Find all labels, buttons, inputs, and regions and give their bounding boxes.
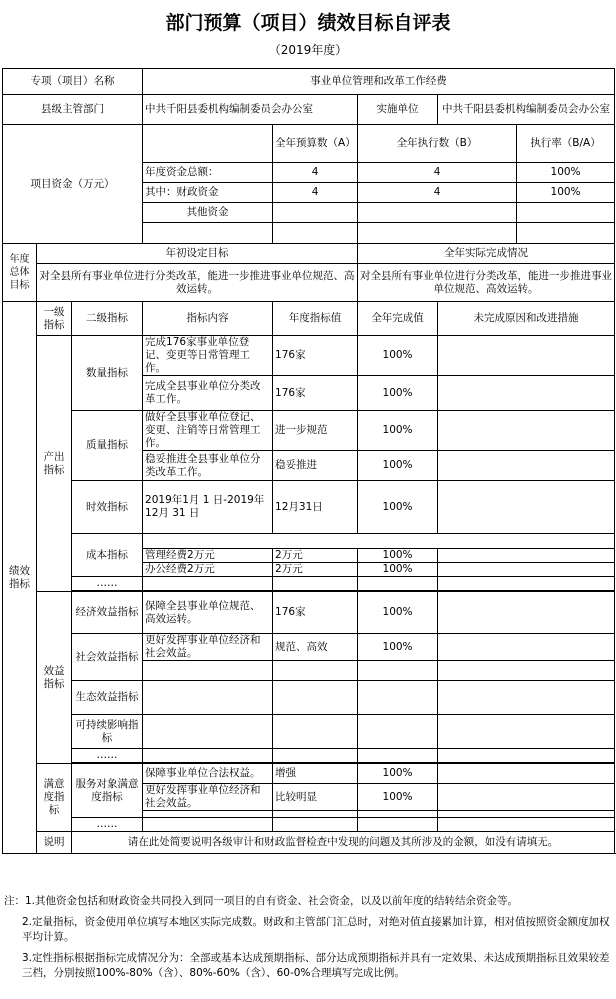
- satisfy-ellipsis: ……: [72, 818, 143, 832]
- quality-label: 质量指标: [72, 411, 143, 481]
- funds-other-exec: [358, 203, 517, 223]
- quality-content-2: 稳妥推进全县事业单位分类改革工作。: [143, 451, 273, 481]
- goals-actual-text: 对全县所有事业单位进行分类改革，能进一步推进事业单位规范、高效运转。: [358, 264, 615, 302]
- output-ellipsis-target: [273, 577, 358, 591]
- col-lvl2: 二级指标: [72, 302, 143, 336]
- output-ellipsis-reason: [438, 577, 615, 591]
- output-label: 产出指标: [37, 336, 72, 592]
- service-content-2: 更好发挥事业单位经济和社会效益。: [143, 784, 273, 811]
- cost-blank: [143, 534, 615, 549]
- quality-done-1: 100%: [358, 411, 438, 451]
- social-blank-d: [438, 661, 615, 681]
- sustain-reason: [438, 715, 615, 749]
- quality-done-2: 100%: [358, 451, 438, 481]
- econ-target: 176家: [273, 592, 358, 634]
- cost-label: 成本指标: [72, 534, 143, 577]
- effect-ellipsis-done: [358, 749, 438, 763]
- col-target: 年度指标值: [273, 302, 358, 336]
- service-done-2: 100%: [358, 784, 438, 811]
- footnote-2: 2.定量指标，资金使用单位填写本地区实际完成数。财政和主管部门汇总时，对绝对值直接累加计算，相对值按照资金额度加权平均计算。: [22, 916, 610, 943]
- cost-reason-1: [438, 549, 615, 563]
- service-blank-b: [273, 811, 358, 818]
- self-evaluation-table: [2, 68, 615, 854]
- time-done: 100%: [358, 481, 438, 534]
- satisfy-ellipsis-content: [143, 818, 273, 832]
- output-ellipsis-content: [143, 577, 273, 591]
- qty-done-1: 100%: [358, 336, 438, 376]
- funds-fiscal-budget: 4: [273, 183, 358, 203]
- dept-value: 中共千阳县委机构编制委员会办公室: [143, 95, 358, 125]
- funds-total-budget: 4: [273, 163, 358, 183]
- goals-planned-label: 年初设定目标: [37, 244, 358, 264]
- funds-empty-a: [143, 223, 273, 244]
- satisfy-ellipsis-done: [358, 818, 438, 832]
- perf-label: 绩效指标: [3, 302, 37, 854]
- service-blank-c: [358, 811, 438, 818]
- project-name-label: 专项（项目）名称: [3, 69, 143, 95]
- quality-target-1: 进一步规范: [273, 411, 358, 451]
- social-label: 社会效益指标: [72, 634, 143, 681]
- social-blank-c: [358, 661, 438, 681]
- footnote-1: 注：1.其他资金包括和财政资金共同投入到同一项目的自有资金、社会资金，以及以前年度的结转结余资金等。: [4, 895, 519, 907]
- quality-reason-1: [438, 411, 615, 451]
- footnote-3: 3.定性指标根据指标完成情况分为：全部或基本达成预期指标、部分达成预期指标并具有一定效果、未达成预期指标且效果较差三档，分别按照100%-80%（含）、80%-60%（含）、60-0%合理填写完成比例。: [22, 952, 610, 979]
- eco-label: 生态效益指标: [72, 681, 143, 715]
- econ-content: 保障全县事业单位规范、高效运转。: [143, 592, 273, 634]
- goals-planned-text: 对全县所有事业单位进行分类改革，能进一步推进事业单位规范、高效运转。: [37, 264, 358, 302]
- dept-label: 县级主管部门: [3, 95, 143, 125]
- funds-fiscal-label: 其中：财政资金: [143, 183, 273, 203]
- cost-target-2: 2万元: [273, 563, 358, 577]
- report-year: （2019年度）: [268, 43, 348, 57]
- social-target: 规范、高效: [273, 634, 358, 661]
- service-target-2: 比较明显: [273, 784, 358, 811]
- col-exec: 全年执行数（B）: [358, 125, 517, 163]
- col-done: 全年完成值: [358, 302, 438, 336]
- funds-other-label: 其他资金: [143, 203, 273, 223]
- project-name-value: 事业单位管理和改革工作经费: [143, 69, 615, 95]
- time-content: 2019年1月 1 日-2019年12月 31 日: [143, 481, 273, 534]
- service-label: 服务对象满意度指标: [72, 764, 143, 818]
- cost-done-2: 100%: [358, 563, 438, 577]
- satisfy-label: 满意度指标: [37, 764, 72, 832]
- output-ellipsis-done: [358, 577, 438, 591]
- funds-other-rate: [517, 203, 615, 223]
- funds-blank: [143, 125, 273, 163]
- qty-done-2: 100%: [358, 376, 438, 411]
- qty-content-1: 完成176家事业单位登记、变更等日常管理工作。: [143, 336, 273, 376]
- satisfy-ellipsis-target: [273, 818, 358, 832]
- impl-label: 实施单位: [358, 95, 438, 125]
- satisfy-ellipsis-reason: [438, 818, 615, 832]
- cost-content-2: 办公经费2万元: [143, 563, 273, 577]
- remark-text: 请在此处简要说明各级审计和财政监督检查中发现的问题及其所涉及的金额，如没有请填无。: [72, 832, 615, 854]
- time-target: 12月31日: [273, 481, 358, 534]
- social-done: 100%: [358, 634, 438, 661]
- cost-target-1: 2万元: [273, 549, 358, 563]
- eco-content: [143, 681, 273, 715]
- service-blank-d: [438, 811, 615, 818]
- qty-label: 数量指标: [72, 336, 143, 411]
- funds-empty-b: [273, 223, 358, 244]
- social-reason: [438, 634, 615, 661]
- effect-label: 效益指标: [37, 592, 72, 764]
- funds-total-exec: 4: [358, 163, 517, 183]
- quality-reason-2: [438, 451, 615, 481]
- sustain-done: [358, 715, 438, 749]
- sustain-content: [143, 715, 273, 749]
- service-reason-2: [438, 784, 615, 811]
- effect-ellipsis: ……: [72, 749, 143, 763]
- service-done-1: 100%: [358, 764, 438, 784]
- effect-ellipsis-content: [143, 749, 273, 763]
- col-budget: 全年预算数（A）: [273, 125, 358, 163]
- goals-actual-label: 全年实际完成情况: [358, 244, 615, 264]
- econ-label: 经济效益指标: [72, 592, 143, 634]
- eco-target: [273, 681, 358, 715]
- funds-other-budget: [273, 203, 358, 223]
- eco-reason: [438, 681, 615, 715]
- footnotes: [4, 894, 612, 987]
- service-target-1: 增强: [273, 764, 358, 784]
- cost-reason-2: [438, 563, 615, 577]
- impl-value: 中共千阳县委机构编制委员会办公室: [438, 95, 615, 125]
- qty-target-1: 176家: [273, 336, 358, 376]
- effect-ellipsis-reason: [438, 749, 615, 763]
- service-reason-1: [438, 764, 615, 784]
- service-content-1: 保障事业单位合法权益。: [143, 764, 273, 784]
- social-blank-b: [273, 661, 358, 681]
- quality-target-2: 稳妥推进: [273, 451, 358, 481]
- effect-ellipsis-target: [273, 749, 358, 763]
- cost-done-1: 100%: [358, 549, 438, 563]
- qty-reason-1: [438, 336, 615, 376]
- time-label: 时效指标: [72, 481, 143, 534]
- eco-done: [358, 681, 438, 715]
- qty-content-2: 完成全县事业单位分类改革工作。: [143, 376, 273, 411]
- col-reason: 未完成原因和改进措施: [438, 302, 615, 336]
- funds-fiscal-exec: 4: [358, 183, 517, 203]
- qty-target-2: 176家: [273, 376, 358, 411]
- econ-reason: [438, 592, 615, 634]
- time-reason: [438, 481, 615, 534]
- service-blank-a: [143, 811, 273, 818]
- sustain-target: [273, 715, 358, 749]
- funds-empty-d: [517, 223, 615, 244]
- qty-reason-2: [438, 376, 615, 411]
- quality-content-1: 做好全县事业单位登记、变更、注销等日常管理工作。: [143, 411, 273, 451]
- sustain-label: 可持续影响指标: [72, 715, 143, 749]
- econ-done: 100%: [358, 592, 438, 634]
- goals-label: 年度总体目标: [3, 244, 37, 302]
- funds-label: 项目资金（万元）: [3, 125, 143, 244]
- social-blank-a: [143, 661, 273, 681]
- output-ellipsis: ……: [72, 577, 143, 591]
- cost-content-1: 管理经费2万元: [143, 549, 273, 563]
- funds-fiscal-rate: 100%: [517, 183, 615, 203]
- funds-total-label: 年度资金总额：: [143, 163, 273, 183]
- social-content: 更好发挥事业单位经济和社会效益。: [143, 634, 273, 661]
- funds-empty-c: [358, 223, 517, 244]
- col-content: 指标内容: [143, 302, 273, 336]
- page-title: 部门预算（项目）绩效目标自评表: [165, 12, 451, 34]
- col-lvl1: 一级指标: [37, 302, 72, 336]
- funds-total-rate: 100%: [517, 163, 615, 183]
- col-rate: 执行率（B/A）: [517, 125, 615, 163]
- remark-label: 说明: [37, 832, 72, 854]
